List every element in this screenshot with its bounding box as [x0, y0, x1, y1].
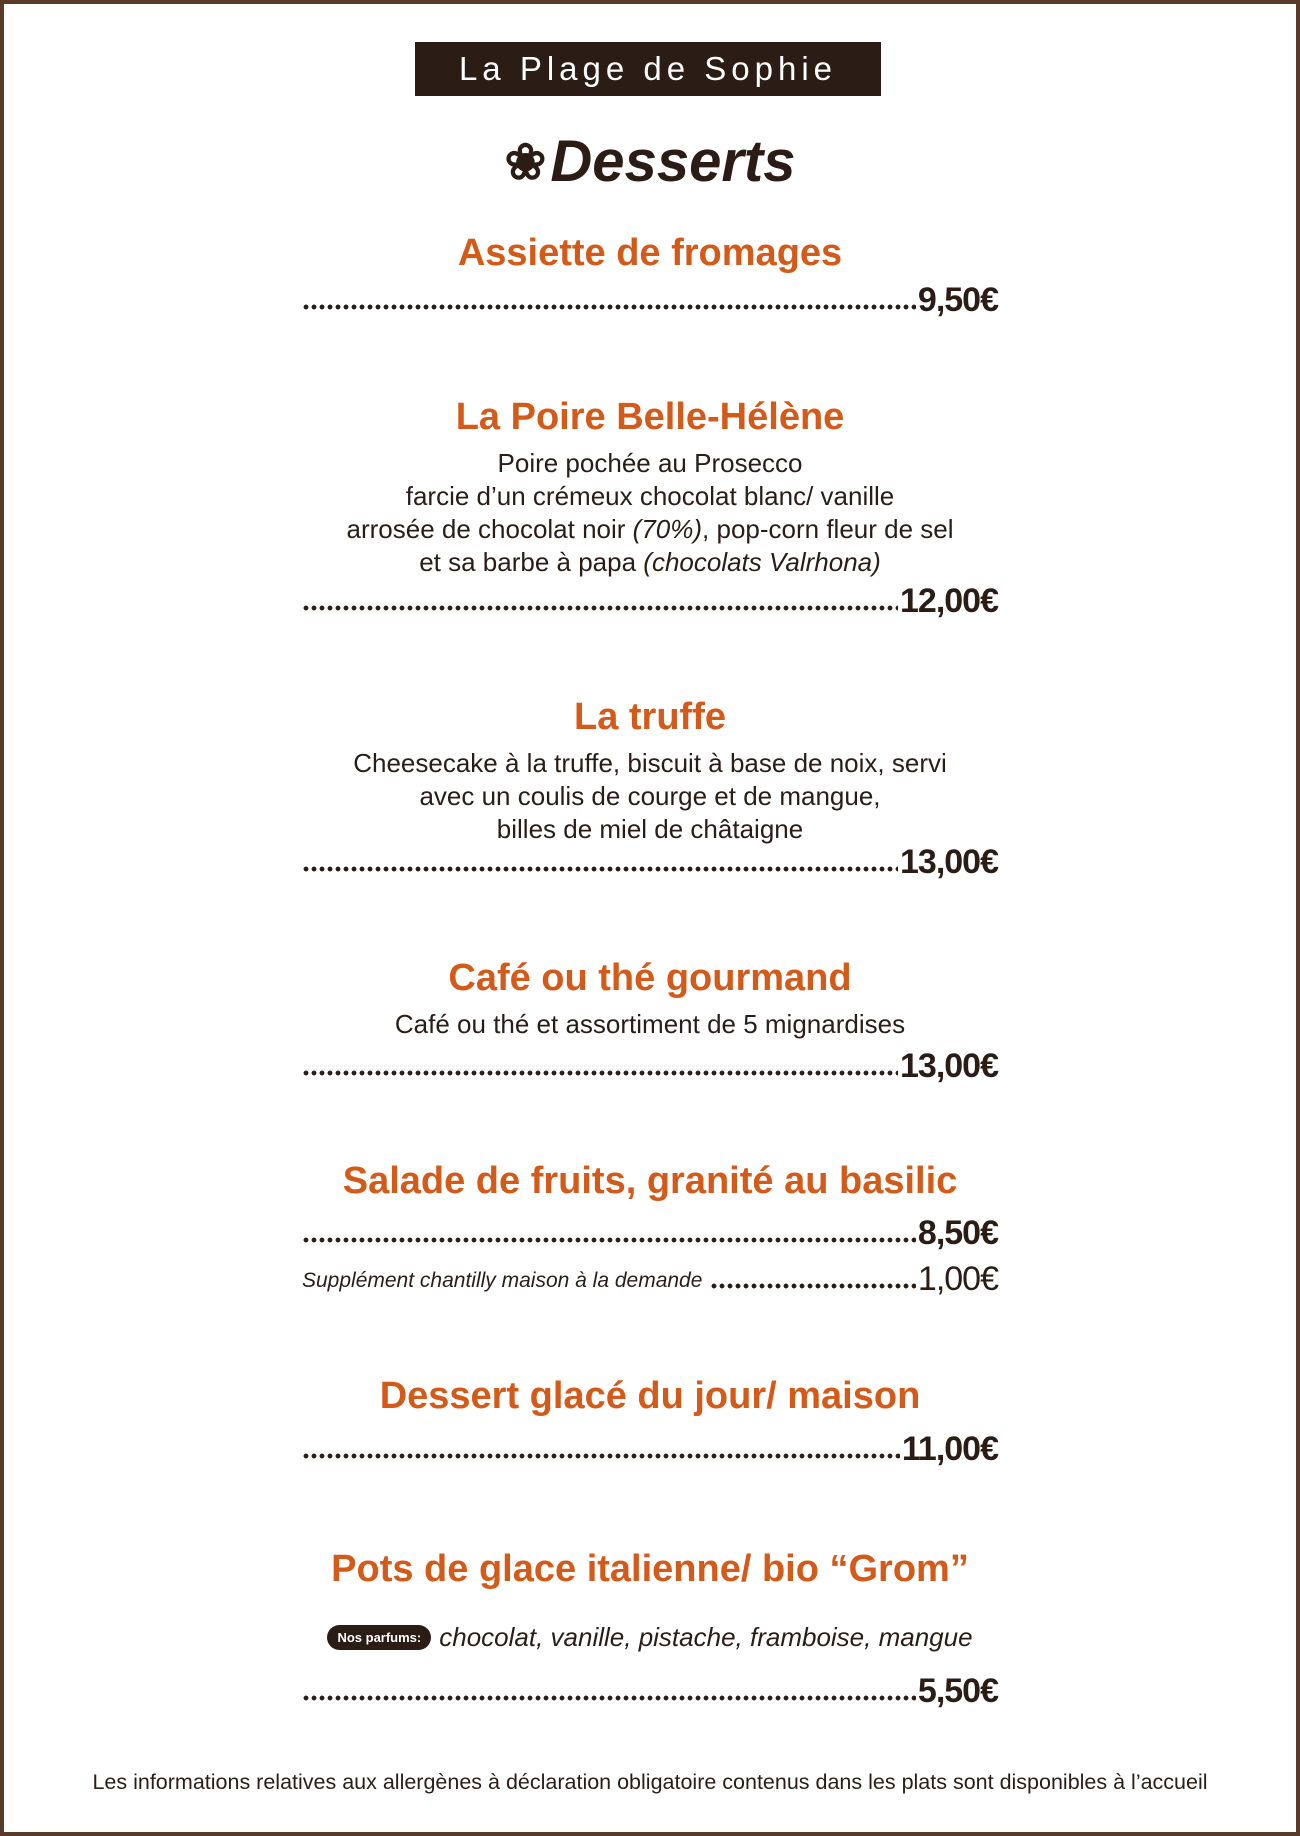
description-line: farcie d’un crémeux chocolat blanc/ vanille: [405, 481, 895, 511]
item-price: 8,50€: [917, 1214, 998, 1252]
dot-leader: [302, 605, 898, 611]
description-line: billes de miel de châtaigne: [496, 814, 804, 844]
price-line: [302, 1432, 998, 1466]
supplement-price: 1,00€: [917, 1260, 998, 1298]
item-price: 12,00€: [900, 582, 998, 620]
item-description: [0, 447, 1300, 579]
item-price: 13,00€: [900, 1047, 998, 1085]
flavors-badge: Nos parfums:: [327, 1625, 431, 1650]
description-line: Café ou thé et assortiment de 5 mignardises: [394, 1009, 906, 1039]
item-name: La truffe: [574, 696, 726, 738]
item-price: 11,00€: [901, 1430, 998, 1468]
description-line: avec un coulis de courge et de mangue,: [419, 781, 881, 811]
allergen-notice: Les informations relatives aux allergènes à déclaration obligatoire contenus dans les plats sont disponibles à l’accueil: [92, 1770, 1208, 1794]
flower-icon: ❀: [504, 133, 547, 190]
description-line: arrosée de chocolat noir (70%), pop-corn fleur de sel: [346, 514, 954, 544]
section-title: [0, 128, 1300, 195]
item-name: Café ou thé gourmand: [448, 957, 852, 999]
dot-leader: [302, 304, 916, 310]
dot-leader: [302, 1237, 916, 1243]
item-name: Salade de fruits, granité au basilic: [342, 1160, 958, 1202]
item-name: La Poire Belle-Hélène: [455, 396, 845, 438]
price-line: [302, 1049, 998, 1083]
dot-leader: [302, 866, 898, 872]
flavors-row: [0, 1622, 1300, 1653]
item-description: [0, 747, 1300, 846]
dot-leader: [710, 1283, 916, 1289]
item-name: Assiette de fromages: [457, 232, 843, 274]
flavors-list: chocolat, vanille, pistache, framboise, mangue: [439, 1622, 973, 1652]
item-price: 5,50€: [917, 1672, 998, 1710]
item-price: 9,50€: [917, 281, 998, 319]
price-line: [302, 1216, 998, 1250]
supplement-line: [302, 1262, 998, 1296]
description-line: Cheesecake à la truffe, biscuit à base de noix, servi: [353, 748, 947, 778]
item-name: Pots de glace italienne/ bio “Grom”: [331, 1548, 969, 1590]
dot-leader: [302, 1070, 898, 1076]
item-description: [0, 1008, 1300, 1041]
item-name: Dessert glacé du jour/ maison: [379, 1375, 921, 1417]
price-line: [302, 283, 998, 317]
price-line: [302, 1674, 998, 1708]
description-line: Poire pochée au Prosecco: [497, 448, 803, 478]
description-line: et sa barbe à papa (chocolats Valrhona): [419, 547, 881, 577]
price-line: [302, 845, 998, 879]
supplement-label: Supplément chantilly maison à la demande: [302, 1269, 703, 1292]
dot-leader: [302, 1695, 916, 1701]
section-title-text: Desserts: [550, 129, 796, 194]
restaurant-name: La Plage de Sophie: [415, 42, 881, 96]
item-price: 13,00€: [900, 843, 998, 881]
price-line: [302, 584, 998, 618]
dot-leader: [302, 1453, 900, 1459]
